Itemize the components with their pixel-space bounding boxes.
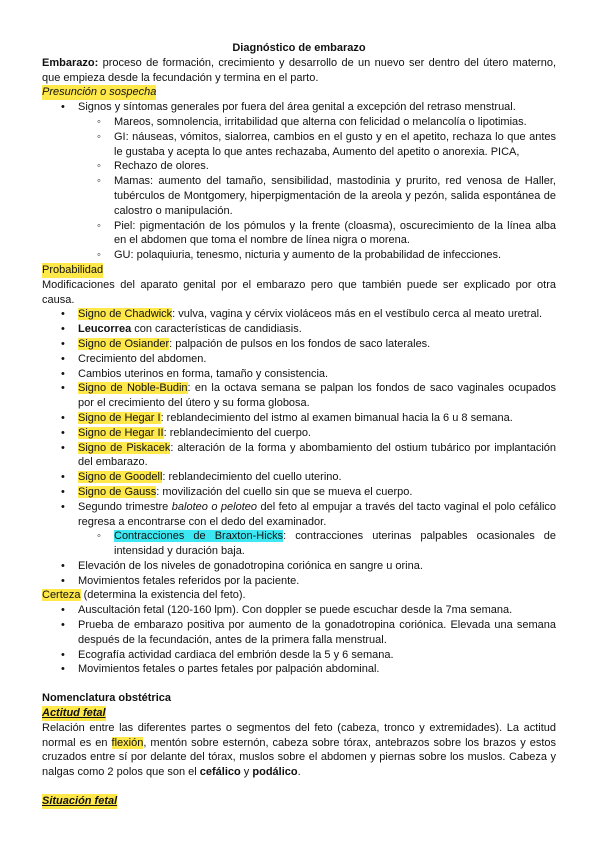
sign-name: Signo de Piskacek [78,441,171,454]
probabilidad-list [42,307,556,588]
sign-name: Signo de Noble-Budin [78,382,188,395]
situacion-heading: Situación fetal [42,795,118,808]
certeza-note: (determina la existencia del feto). [80,589,246,602]
sign-text: : reblandecimiento del cuello uterino. [162,471,342,484]
sign-name: Signo de Hegar I [78,411,161,424]
list-item: • Auscultación fetal (120-160 lpm). Con doppler se puede escuchar desde la 7ma semana. [78,603,556,618]
cefalico-term: cefálico [199,766,241,779]
intro-paragraph [42,56,556,86]
presuncion-heading: Presunción o sospecha [42,86,157,99]
trimestre-italic: baloteo o peloteo [171,500,257,513]
list-item [78,322,556,337]
sub-list-item: ◦ GI: náuseas, vómitos, sialorrea, cambios en el gusto y en el apetito, rechaza lo que antes le gustaba y acepta lo que antes rechazaba, Aumento del apetito o anorexia. PICA, [114,130,556,160]
sign-text: con características de candidiasis. [131,323,302,336]
list-item [78,485,556,500]
document-page [42,41,556,809]
sign-name: Signo de Chadwick [78,308,173,321]
list-item: • Elevación de los niveles de gonadotropina coriónica en sangre u orina. [78,559,556,574]
sub-list-item: ◦ Mamas: aumento del tamaño, sensibilidad, mastodinia y prurito, red venosa de Haller, tubérculos de Montgomery, hiperpigmentación de la areola y pezón, salida espontánea de calostro o manipulación. [114,174,556,218]
list-item [78,500,556,559]
list-item: • Crecimiento del abdomen. [78,352,556,367]
presuncion-sublist [78,115,556,263]
sub-list-item: ◦ Mareos, somnolencia, irritabilidad que alterna con felicidad o melancolía o lipotimias. [114,115,556,130]
list-item: • Prueba de embarazo positiva por aumento de la gonadotropina coriónica. Elevada una semana después de la fecundación, antes de la primera falla menstrual. [78,618,556,648]
probabilidad-heading-line [42,263,556,278]
sign-name: Signo de Hegar II [78,426,164,439]
list-item [78,411,556,426]
sign-name: Signo de Goodell [78,471,163,484]
list-item [78,381,556,411]
sign-text: : palpación de pulsos en los fondos de saco laterales. [169,337,431,350]
podalico-term: podálico [252,766,298,779]
braxton-hicks-text: : contracciones uterinas palpables ocasionales de intensidad y duración baja. [114,530,556,558]
sign-text: : reblandecimiento del cuerpo. [163,426,311,439]
nomenclatura-heading: Nomenclatura obstétrica [42,692,171,705]
sign-name: Signo de Gauss [78,485,157,498]
braxton-hicks-name: Contracciones de Braxton-Hicks [114,530,284,543]
list-item [78,441,556,471]
list-item [78,470,556,485]
list-item: • Movimientos fetales referidos por la paciente. [78,574,556,589]
list-item: • Movimientos fetales o partes fetales por palpación abdominal. [78,662,556,677]
list-item [78,337,556,352]
actitud-paragraph [42,721,556,780]
list-item [78,307,556,322]
presuncion-list [42,100,556,263]
spacer [42,780,556,794]
actitud-end: . [297,766,301,779]
intro-term: Embarazo: [42,56,99,69]
sub-list-item: ◦ GU: polaquiuria, tenesmo, nicturia y aumento de la probabilidad de infecciones. [114,248,556,263]
sub-list-item: ◦ Piel: pigmentación de los pómulos y la frente (cloasma), oscurecimiento de la línea alba en el abdomen que toma el nombre de línea nigra o morena. [114,219,556,249]
sign-text: : alteración de la forma y abombamiento del ostium tubárico por implantación del embarazo. [78,441,556,469]
page-title: Diagnóstico de embarazo [232,42,366,54]
certeza-heading-line [42,588,556,603]
intro-text: proceso de formación, crecimiento y desarrollo de un nuevo ser dentro del útero materno, que empieza desde la fecundación y termina en el parto. [42,56,556,84]
sign-text: : en la octava semana se palpan los fondos de saco vaginales ocupados por el crecimiento del útero y su forma globosa. [78,382,556,410]
list-item [78,426,556,441]
sign-name: Signo de Osiander [78,337,170,350]
sign-text: : reblandecimiento del istmo al examen bimanual hacia la 6 u 8 semana. [160,411,513,424]
sign-name: Leucorrea [78,323,132,336]
trimestre-sublist [78,529,556,559]
list-item: • Cambios uterinos en forma, tamaño y consistencia. [78,367,556,382]
certeza-heading: Certeza [42,589,81,602]
actitud-pre: Relación entre las diferentes partes o segmentos del feto (cabeza, tronco y extremidades). La actitud normal es en [42,721,556,749]
flexion-term: flexión [111,736,144,749]
presuncion-heading-line [42,85,556,100]
sub-list-item: ◦ Rechazo de olores. [114,159,556,174]
sign-text: : movilización del cuello sin que se mueva el cuerpo. [156,485,413,498]
certeza-list [42,603,556,677]
actitud-and: y [240,766,253,779]
spacer [42,677,556,691]
actitud-mid: , mentón sobre esternón, cabeza sobre tórax, antebrazos sobre los brazos y estos cruzados entre sí por delante del tórax, muslos sobre el abdomen y piernas sobre los muslos. Cabeza y nalgas como 2 polos que son el [42,736,557,779]
trimestre-pre: Segundo trimestre [78,500,172,513]
sub-list-item [114,529,556,559]
probabilidad-intro: Modificaciones del aparato genital por el embarazo pero que también puede ser explicado por otra causa. [42,278,556,306]
trimestre-post: del feto al empujar a través del tacto vaginal el polo cefálico regresa a encontrarse con el dedo del examinador. [78,500,557,528]
actitud-heading-line [42,706,556,721]
probabilidad-heading: Probabilidad [42,263,104,276]
list-item [78,100,556,263]
list-item: • Ecografía actividad cardiaca del embrión desde la 5 y 6 semana. [78,648,556,663]
actitud-heading: Actitud fetal [42,707,106,720]
list-item-text: Signos y síntomas generales por fuera del área genital a excepción del retraso menstrual. [78,101,516,114]
situacion-heading-line [42,794,556,809]
sign-text: : vulva, vagina y cérvix violáceos más en el vestíbulo cerca al meato uretral. [172,308,543,321]
